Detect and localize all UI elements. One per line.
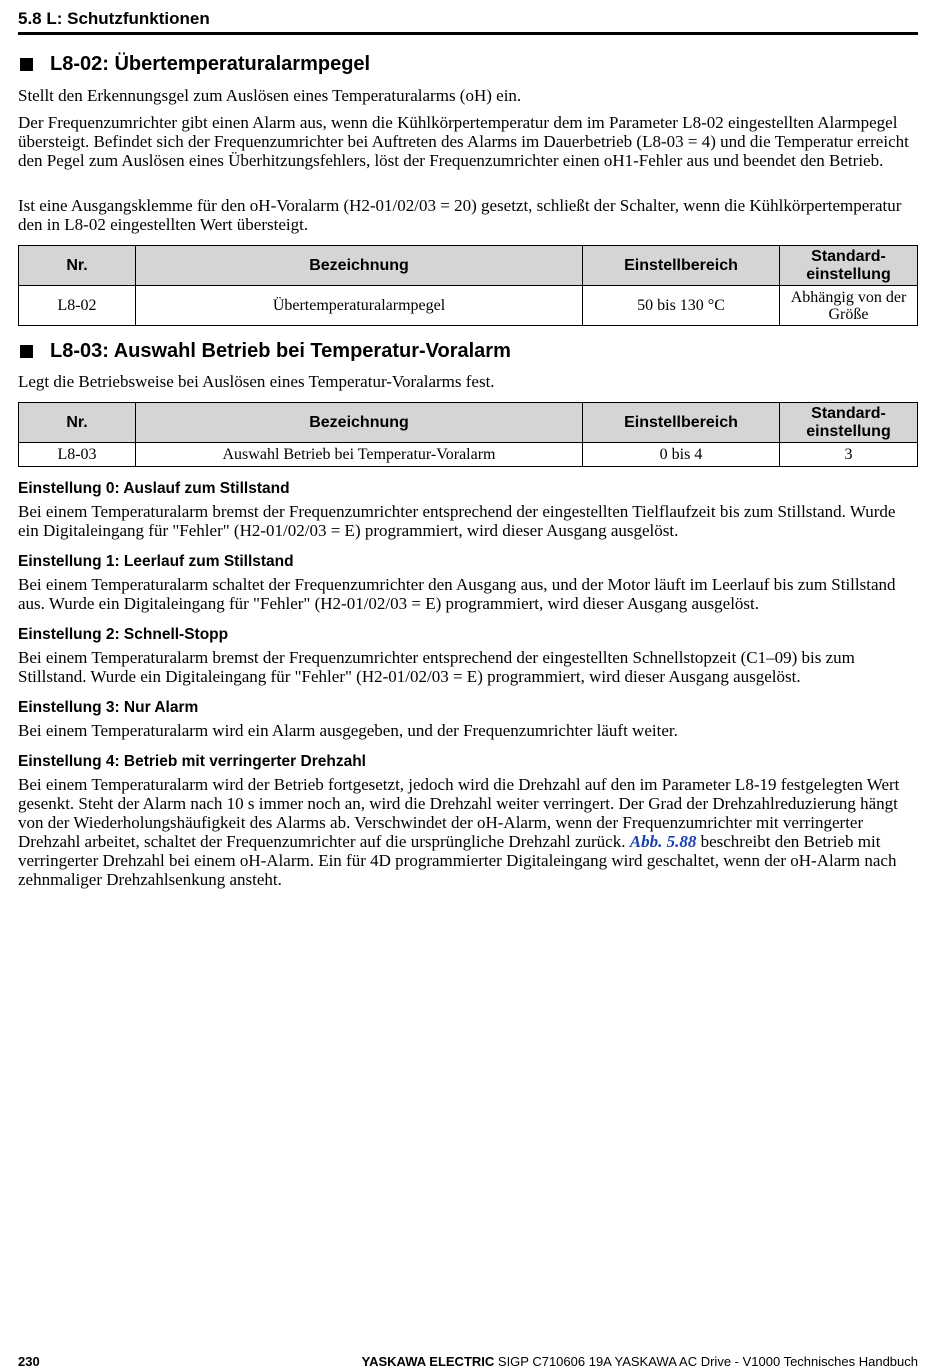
setting-4-text-part2: beschreibt den Betrieb mit verringerter Drehzahl bei einem oH-Alarm. Ein für 4D programmierter Digitaleingang wird geschaltet, wenn der oH-Alarm nach zehnmaliger Drehzahlsenkung ansteht. xyxy=(18,832,897,889)
page-number: 230 xyxy=(18,1354,40,1369)
l8-02-output-terminal-note: Ist eine Ausgangsklemme für den oH-Voralarm (H2-01/02/03 = 20) gesetzt, schließt der Schalter, wenn die Kühlkörpertemperatur den in L8-02 eingestellten Wert übersteigt. xyxy=(18,196,902,234)
cell-einstellbereich: 0 bis 4 xyxy=(583,443,780,467)
l8-02-description: Der Frequenzumrichter gibt einen Alarm aus, wenn die Kühlkörpertemperatur dem im Parameter L8-02 eingestellten Alarmpegel übersteigt. Befindet sich der Frequenzumrichter bei Auftreten des Alarms im Dauerbetrieb (L8-03 = 4) und die Temperatur erreicht den Pegel zum Auslösen eines Überhitzungsfehlers, löst der Frequenzumrichter einen oH1-Fehler aus und beendet den Betrieb. xyxy=(18,113,909,170)
table-header-row xyxy=(19,246,918,286)
cell-standardeinstellung: Abhängig von der Größe xyxy=(780,286,918,326)
square-bullet-icon xyxy=(20,58,33,71)
setting-2-heading: Einstellung 2: Schnell-Stopp xyxy=(18,626,229,643)
setting-4-heading: Einstellung 4: Betrieb mit verringerter Drehzahl xyxy=(18,753,366,770)
cell-bezeichnung: Übertemperaturalarmpegel xyxy=(136,286,583,326)
col-header-nr: Nr. xyxy=(19,246,136,286)
setting-1-heading: Einstellung 1: Leerlauf zum Stillstand xyxy=(18,553,294,570)
cell-einstellbereich: 50 bis 130 °C xyxy=(583,286,780,326)
section-header xyxy=(18,8,918,35)
col-header-einstellbereich: Einstellbereich xyxy=(583,246,780,286)
setting-0-heading: Einstellung 0: Auslauf zum Stillstand xyxy=(18,480,290,497)
figure-reference-link[interactable]: Abb. 5.88 xyxy=(629,832,697,851)
heading-l8-02-text: L8-02: Übertemperaturalarmpegel xyxy=(50,53,371,75)
page-footer xyxy=(18,1354,918,1370)
heading-l8-03-text: L8-03: Auswahl Betrieb bei Temperatur-Voralarm xyxy=(50,340,511,362)
cell-nr: L8-02 xyxy=(19,286,136,326)
col-header-standardeinstellung: Standard- einstellung xyxy=(780,403,918,443)
setting-1-text: Bei einem Temperaturalarm schaltet der Frequenzumrichter den Ausgang aus, und der Motor läuft im Leerlauf bis zum Stillstand aus. Wurde ein Digitaleingang für "Fehler" (H2-01/02/03 = E) programmiert, wird dieser Ausgang ausgelöst. xyxy=(18,575,896,613)
col-header-standardeinstellung: Standard- einstellung xyxy=(780,246,918,286)
table-row xyxy=(19,286,918,326)
col-header-nr: Nr. xyxy=(19,403,136,443)
square-bullet-icon xyxy=(20,345,33,358)
col-header-bezeichnung: Bezeichnung xyxy=(136,403,583,443)
table-header-row xyxy=(19,403,918,443)
footer-doc-title: SIGP C710606 19A YASKAWA AC Drive - V1000 Technisches Handbuch xyxy=(494,1354,918,1369)
l8-03-intro: Legt die Betriebsweise bei Auslösen eines Temperatur-Voralarms fest. xyxy=(18,372,495,391)
cell-standardeinstellung: 3 xyxy=(780,443,918,467)
setting-3-text: Bei einem Temperaturalarm wird ein Alarm ausgegeben, und der Frequenzumrichter läuft weiter. xyxy=(18,721,678,740)
parameter-table-l8-02 xyxy=(18,245,918,326)
parameter-table-l8-03 xyxy=(18,402,918,467)
col-header-einstellbereich: Einstellbereich xyxy=(583,403,780,443)
l8-02-intro: Stellt den Erkennungsgel zum Auslösen eines Temperaturalarms (oH) ein. xyxy=(18,86,522,105)
heading-l8-02 xyxy=(18,52,370,76)
setting-4-text-part1: Bei einem Temperaturalarm wird der Betrieb fortgesetzt, jedoch wird die Drehzahl auf den im Parameter L8-19 festgelegten Wert gesenkt. Steht der Alarm nach 10 s immer noch an, wird die Drehzahl weiter verringert. Der Grad der Drehzahlreduzierung hängt von der Wiederholungshäufigkeit des Alarms ab. Verschwindet der oH-Alarm, wenn der Frequenzumrichter mit verringerter Drehzahl arbeitet, schaltet der Frequenzumrichter auf die ursprüngliche Drehzahl zurück. xyxy=(18,775,900,851)
section-title: 5.8 L: Schutzfunktionen xyxy=(18,9,210,28)
heading-l8-03 xyxy=(18,339,511,363)
cell-bezeichnung: Auswahl Betrieb bei Temperatur-Voralarm xyxy=(136,443,583,467)
footer-brand: YASKAWA ELECTRIC xyxy=(361,1354,495,1369)
footer-document-info xyxy=(362,1354,918,1369)
setting-3-heading: Einstellung 3: Nur Alarm xyxy=(18,699,199,716)
cell-nr: L8-03 xyxy=(19,443,136,467)
table-row xyxy=(19,443,918,467)
col-header-bezeichnung: Bezeichnung xyxy=(136,246,583,286)
setting-2-text: Bei einem Temperaturalarm bremst der Frequenzumrichter entsprechend der eingestellten Schnellstopzeit (C1–09) bis zum Stillstand. Wurde ein Digitaleingang für "Fehler" (H2-01/02/03 = E) programmiert, wird dieser Ausgang ausgelöst. xyxy=(18,648,855,686)
setting-0-text: Bei einem Temperaturalarm bremst der Frequenzumrichter entsprechend der eingestellten Tielflaufzeit bis zum Stillstand. Wurde ein Digitaleingang für "Fehler" (H2-01/02/03 = E) programmiert, wird dieser Ausgang ausgelöst. xyxy=(18,502,896,540)
setting-4-text xyxy=(18,775,918,889)
